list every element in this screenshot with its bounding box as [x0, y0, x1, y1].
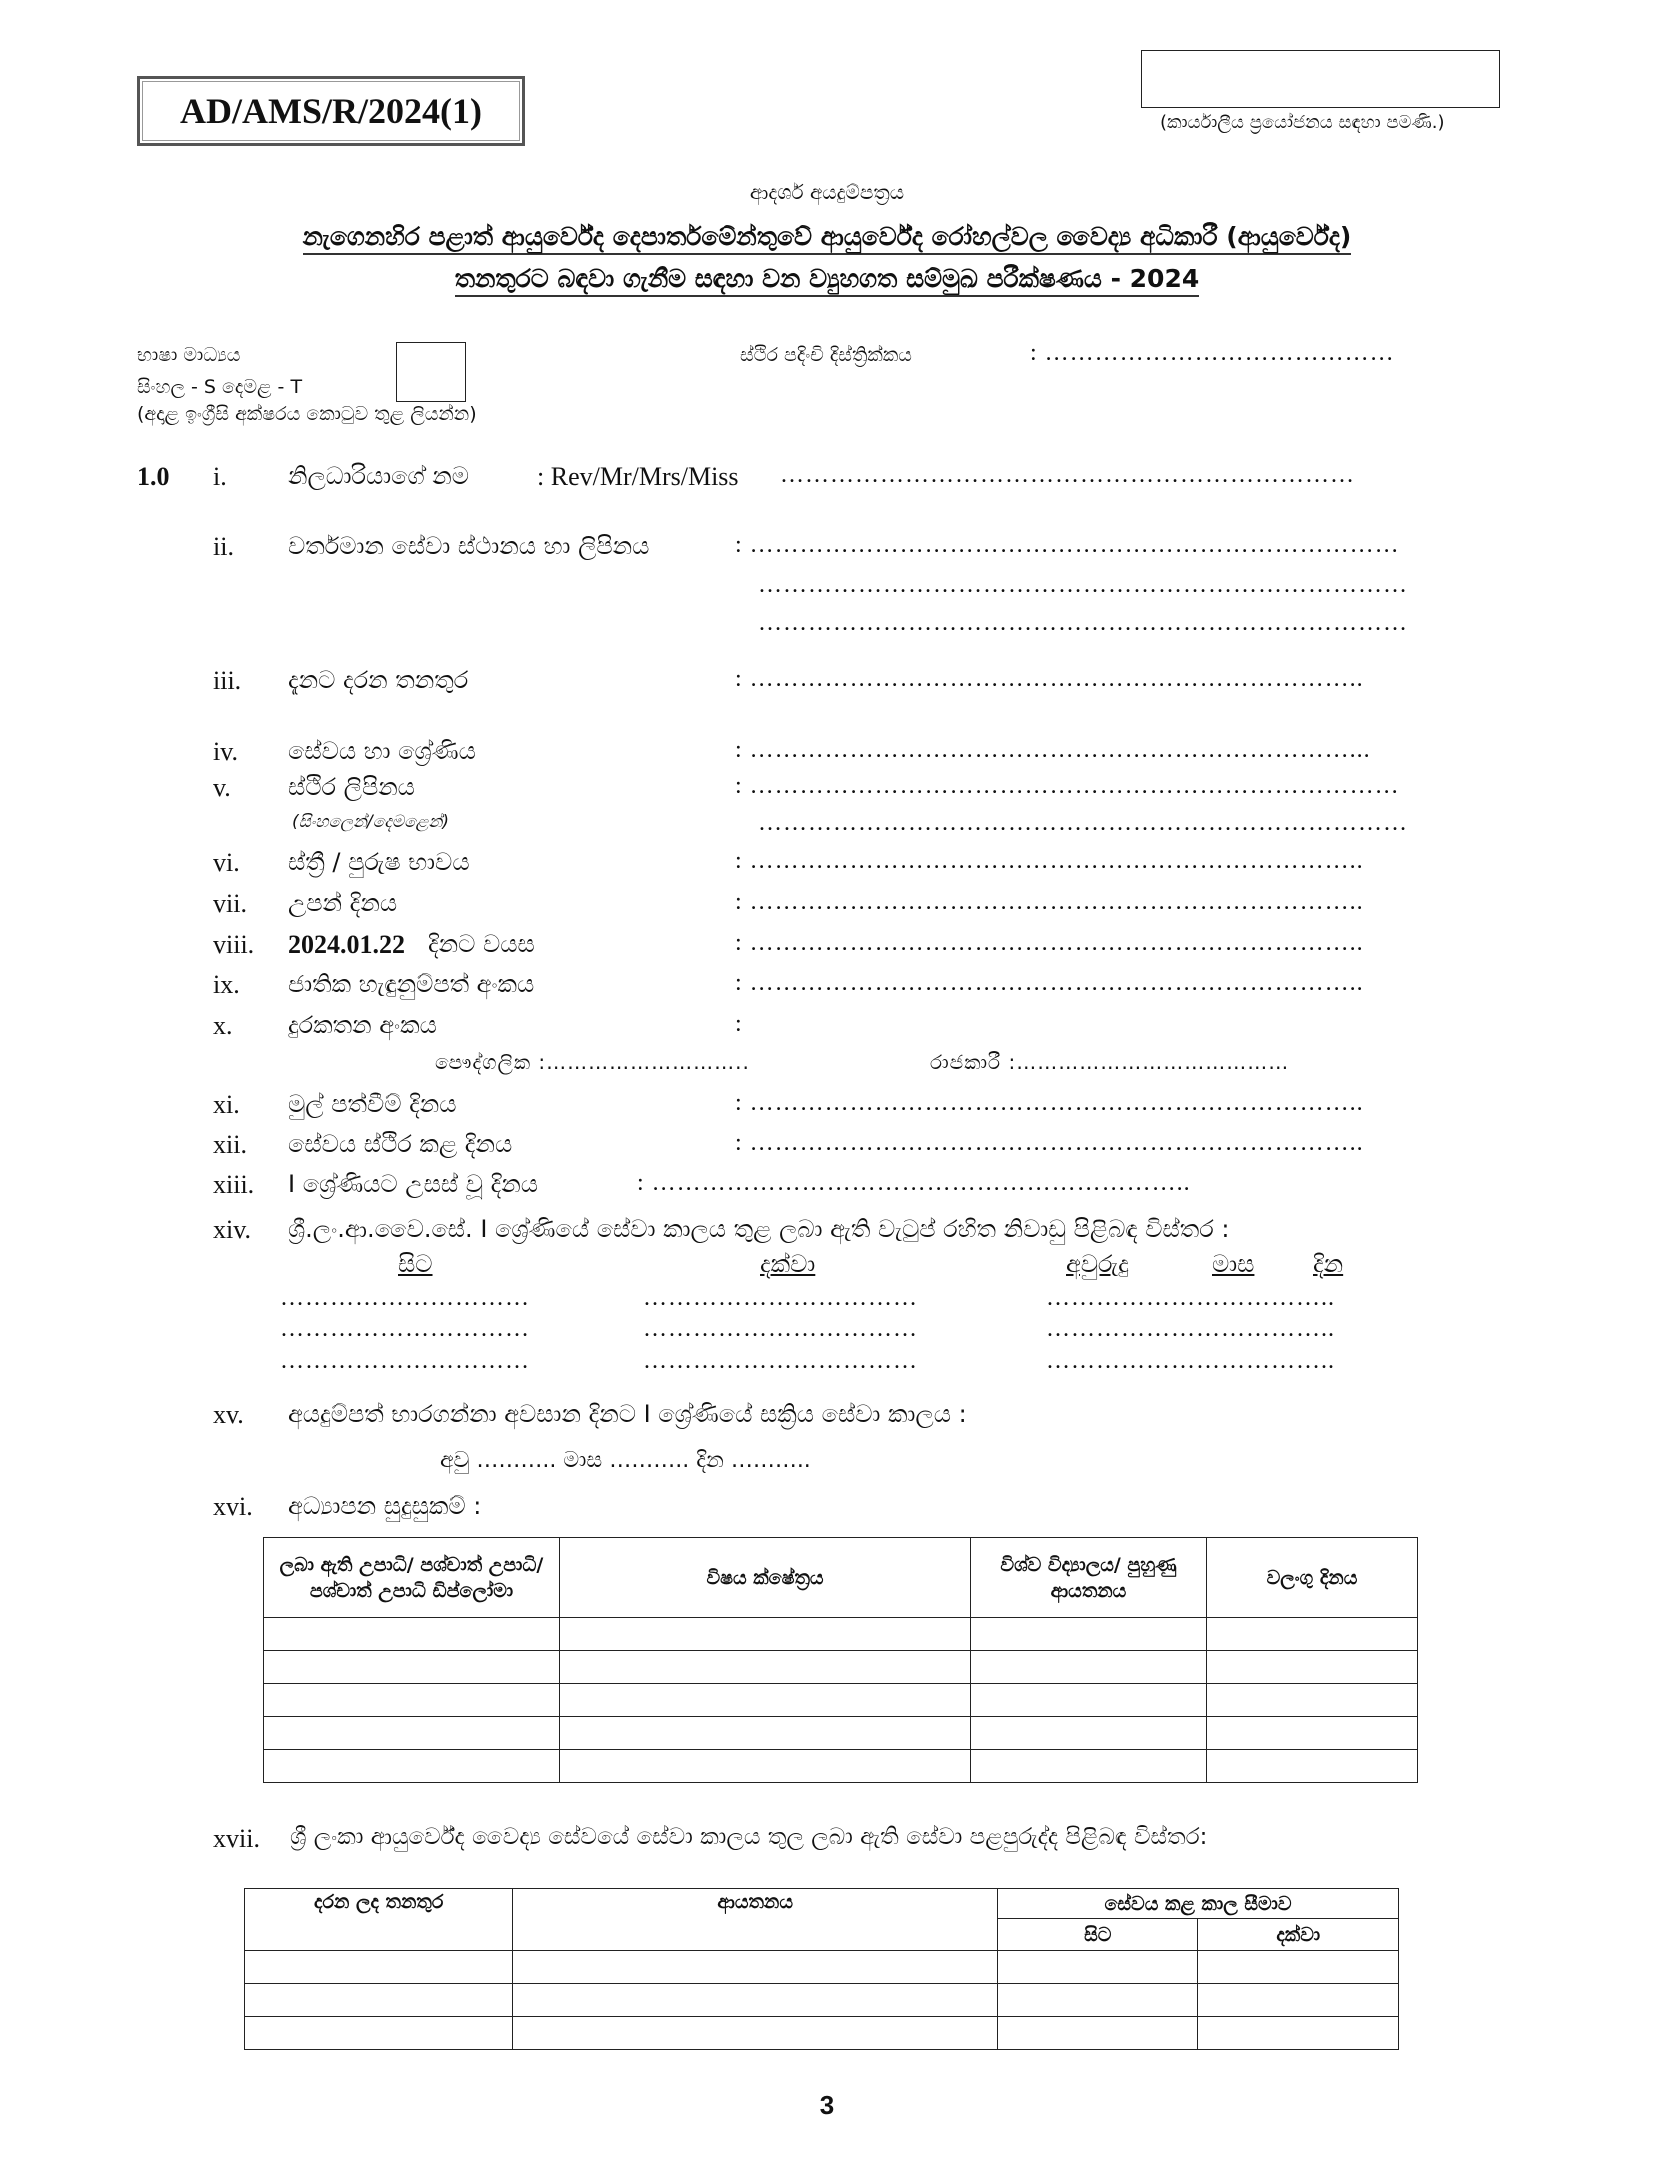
- leave-col-from: සිට: [398, 1250, 433, 1278]
- item-vii-label: උපන් දිනය: [288, 889, 398, 917]
- edu-cell[interactable]: [971, 1618, 1207, 1651]
- item-xi-label: මුල් පත්වීම් දිනය: [288, 1090, 457, 1118]
- exp-cell[interactable]: [998, 1984, 1198, 2017]
- medium-label: භාෂා මාධ්‍යය: [137, 344, 241, 366]
- item-ix-field[interactable]: : ………………………………………………………………..: [735, 970, 1364, 996]
- leave-col-years: අවුරුදු: [1066, 1250, 1129, 1278]
- item-ii-field-line2[interactable]: ……………………………………………………………………: [758, 572, 1408, 598]
- edu-cell[interactable]: [560, 1618, 971, 1651]
- item-xii-field[interactable]: : ………………………………………………………………..: [735, 1130, 1364, 1156]
- item-vi-num: vi.: [213, 848, 240, 877]
- leave-col-months: මාස: [1212, 1250, 1255, 1278]
- item-xiii-num: xiii.: [213, 1170, 255, 1199]
- exp-cell[interactable]: [1198, 2017, 1399, 2050]
- item-i-num: i.: [213, 462, 227, 491]
- item-xiii-label: I ශ්‍රේණියට උසස් වූ දිනය: [288, 1170, 539, 1198]
- item-v-note: (සිංහලෙන්/දෙමළෙන්): [292, 812, 449, 832]
- item-xvii-label: ශ්‍රී ලංකා ආයුර්වේද වෛද්‍ය සේවයේ සේවා කාලය තුල ලබා ඇති සේවා පළපුරුද්ද පිළිබඳ විස්තර:: [290, 1824, 1208, 1850]
- form-title-line1: නැගෙනහිර පළාත් ආයුර්වේද දෙපාර්තමේන්තුවේ ආයුර්වේද රෝහල්වල වෛද්‍ය අධිකාරී (ආයුර්වේද): [0, 222, 1654, 252]
- edu-cell[interactable]: [560, 1717, 971, 1750]
- leave-to-field[interactable]: ……………………………: [643, 1316, 918, 1342]
- edu-cell[interactable]: [1207, 1618, 1418, 1651]
- table-row: [264, 1618, 1418, 1651]
- item-i-prefix: : Rev/Mr/Mrs/Miss: [537, 462, 739, 491]
- item-x-label: දුරකතන අංකය: [288, 1011, 437, 1039]
- item-xii-label: සේවය ස්ථිර කළ දිනය: [288, 1130, 513, 1158]
- education-table: [263, 1537, 1418, 1783]
- item-xv-period-field[interactable]: අවු ……….. මාස ……….. දින ………..: [440, 1448, 811, 1473]
- exp-cell[interactable]: [245, 1951, 513, 1984]
- item-iv-num: iv.: [213, 737, 239, 766]
- item-ii-field-line3[interactable]: ……………………………………………………………………: [758, 610, 1408, 636]
- office-use-note: (කාර්යාලීය ප්‍රයෝජනය සඳහා පමණි.): [1160, 112, 1445, 133]
- item-vii-num: vii.: [213, 889, 247, 918]
- item-vi-label: ස්ත්‍රී / පුරුෂ භාවය: [288, 848, 470, 876]
- leave-period-field[interactable]: ……………………………..: [1046, 1285, 1335, 1311]
- edu-cell[interactable]: [560, 1750, 971, 1783]
- table-row: [245, 1984, 1399, 2017]
- exp-header-institution: ආයතනය: [513, 1889, 998, 1951]
- item-xi-num: xi.: [213, 1090, 240, 1119]
- item-xv-num: xv.: [213, 1400, 244, 1429]
- edu-cell[interactable]: [1207, 1684, 1418, 1717]
- item-iii-label: දැනට දරන තනතුර: [288, 666, 469, 694]
- medium-input-box[interactable]: [396, 342, 466, 402]
- exp-cell[interactable]: [1198, 1951, 1399, 1984]
- table-row: [264, 1684, 1418, 1717]
- item-vii-field[interactable]: : ………………………………………………………………..: [735, 889, 1364, 915]
- leave-col-to: දක්වා: [760, 1250, 816, 1278]
- item-v-label: ස්ථිර ලිපිනය: [288, 773, 415, 801]
- item-x-colon: :: [735, 1011, 743, 1037]
- edu-cell[interactable]: [264, 1684, 560, 1717]
- exp-cell[interactable]: [513, 1951, 998, 1984]
- edu-cell[interactable]: [264, 1717, 560, 1750]
- leave-period-field[interactable]: ……………………………..: [1046, 1348, 1335, 1374]
- item-viii-num: viii.: [213, 930, 255, 959]
- item-ix-num: ix.: [213, 970, 240, 999]
- item-xiv-label: ශ්‍රී.ලං.ආ.වෛ.සේ. I ශ්‍රේණියේ සේවා කාලය තුළ ලබා ඇති වැටුප් රහිත නිවාඩු පිළිබඳ විස්තර :: [288, 1215, 1230, 1243]
- item-x-num: x.: [213, 1011, 233, 1040]
- item-viii-field[interactable]: : ………………………………………………………………..: [735, 930, 1364, 956]
- edu-cell[interactable]: [971, 1651, 1207, 1684]
- item-iii-num: iii.: [213, 666, 242, 695]
- table-row: [245, 1951, 1399, 1984]
- item-viii-date: 2024.01.22: [288, 930, 405, 959]
- form-subtitle: ආදර්ශ අයදුම්පත්‍රය: [749, 180, 905, 204]
- item-ix-label: ජාතික හැඳුනුම්පත් අංකය: [288, 970, 535, 998]
- leave-to-field[interactable]: ……………………………: [643, 1285, 918, 1311]
- page-number: 3: [819, 2090, 835, 2120]
- exp-cell[interactable]: [513, 1984, 998, 2017]
- item-xiii-field[interactable]: : ………………………………………………………..: [637, 1170, 1191, 1196]
- edu-cell[interactable]: [971, 1750, 1207, 1783]
- form-code: AD/AMS/R/2024(1): [137, 76, 525, 146]
- exp-subheader-from: සිට: [998, 1919, 1198, 1951]
- office-use-box[interactable]: [1141, 50, 1500, 108]
- table-row: [264, 1651, 1418, 1684]
- item-ii-field-line1[interactable]: : ……………………………………………………………………: [735, 532, 1400, 558]
- form-title-line2: තනතුරට බඳවා ගැනීම සඳහා වන ව්‍යුහගත සම්මුඛ පරීක්ෂණය - 2024: [0, 264, 1654, 294]
- phone-official-field[interactable]: රාජකාරී :…………………………………: [930, 1050, 1290, 1074]
- exp-header-period: සේවය කළ කාල සීමාව: [998, 1889, 1399, 1919]
- item-xvi-num: xvi.: [213, 1492, 253, 1521]
- edu-cell[interactable]: [1207, 1750, 1418, 1783]
- item-v-field-line1[interactable]: : ……………………………………………………………………: [735, 773, 1400, 799]
- item-xvii-num: xvii.: [213, 1824, 260, 1853]
- item-ii-num: ii.: [213, 532, 234, 561]
- leave-to-field[interactable]: ……………………………: [643, 1348, 918, 1374]
- exp-cell[interactable]: [245, 2017, 513, 2050]
- exp-cell[interactable]: [245, 1984, 513, 2017]
- exp-cell[interactable]: [1198, 1984, 1399, 2017]
- district-field[interactable]: : ……………………………………: [1030, 340, 1395, 366]
- edu-cell[interactable]: [1207, 1651, 1418, 1684]
- item-xv-label: අයදුම්පත් භාරගන්නා අවසාන දිනට I ශ්‍රේණියේ සක්‍රිය සේවා කාලය :: [288, 1400, 967, 1428]
- medium-instruction: (අදාළ ඉංග්‍රීසි අක්ෂරය කොටුව තුළ ලියන්න): [137, 403, 477, 425]
- edu-cell[interactable]: [264, 1750, 560, 1783]
- table-row: [264, 1717, 1418, 1750]
- edu-header-valid-date: වලංගු දිනය: [1207, 1538, 1418, 1618]
- edu-cell[interactable]: [971, 1717, 1207, 1750]
- exp-header-position: දරන ලද තනතුර: [245, 1889, 513, 1951]
- edu-cell[interactable]: [971, 1684, 1207, 1717]
- item-xvi-label: අධ්‍යාපන සුදුසුකම් :: [288, 1492, 482, 1520]
- exp-cell[interactable]: [513, 2017, 998, 2050]
- edu-header-university: විශ්ව විද්‍යාලය/ පුහුණු ආයතනය: [971, 1538, 1207, 1618]
- item-v-field-line2[interactable]: ……………………………………………………………………: [758, 810, 1408, 836]
- medium-options: සිංහල - S දෙමළ - T: [137, 376, 303, 398]
- edu-cell[interactable]: [1207, 1717, 1418, 1750]
- exp-cell[interactable]: [998, 2017, 1198, 2050]
- leave-col-days: දින: [1313, 1250, 1344, 1278]
- leave-from-field[interactable]: …………………………: [280, 1348, 530, 1374]
- item-iv-label: සේවය හා ශ්‍රේණිය: [288, 737, 476, 765]
- exp-subheader-to: දක්වා: [1198, 1919, 1399, 1951]
- item-viii-label: දිනට වයස: [428, 930, 535, 958]
- item-i-field[interactable]: ……………………………………………………………: [780, 462, 1355, 488]
- edu-cell[interactable]: [560, 1684, 971, 1717]
- leave-from-field[interactable]: …………………………: [280, 1316, 530, 1342]
- item-xiv-num: xiv.: [213, 1215, 252, 1244]
- item-xii-num: xii.: [213, 1130, 247, 1159]
- district-label: ස්ථිර පදිංචි දිස්ත්‍රික්කය: [740, 344, 912, 366]
- phone-personal-field[interactable]: පෞද්ගලික :………………………..: [435, 1050, 750, 1074]
- section-number: 1.0: [137, 462, 170, 491]
- edu-cell[interactable]: [264, 1651, 560, 1684]
- edu-cell[interactable]: [560, 1651, 971, 1684]
- item-ii-label: වර්තමාන සේවා ස්ථානය හා ලිපිනය: [288, 532, 650, 560]
- item-xi-field[interactable]: : ………………………………………………………………..: [735, 1090, 1364, 1116]
- item-i-label: නිලධාරියාගේ නම: [288, 462, 470, 490]
- item-iv-field[interactable]: : ………………………………………………………………...: [735, 737, 1371, 763]
- leave-period-field[interactable]: ……………………………..: [1046, 1316, 1335, 1342]
- experience-table: [244, 1888, 1399, 2050]
- item-vi-field[interactable]: : ………………………………………………………………..: [735, 848, 1364, 874]
- leave-from-field[interactable]: …………………………: [280, 1285, 530, 1311]
- table-row: [245, 2017, 1399, 2050]
- edu-header-subject: විෂය ක්ෂේත්‍රය: [560, 1538, 971, 1618]
- exp-cell[interactable]: [998, 1951, 1198, 1984]
- item-v-num: v.: [213, 773, 231, 802]
- item-iii-field[interactable]: : ………………………………………………………………..: [735, 666, 1364, 692]
- edu-cell[interactable]: [264, 1618, 560, 1651]
- edu-header-degree: ලබා ඇති උපාධි/ පශ්චාත් උපාධි/ පශ්චාත් උපාධි ඩිප්ලෝමා: [264, 1538, 560, 1618]
- table-row: [264, 1750, 1418, 1783]
